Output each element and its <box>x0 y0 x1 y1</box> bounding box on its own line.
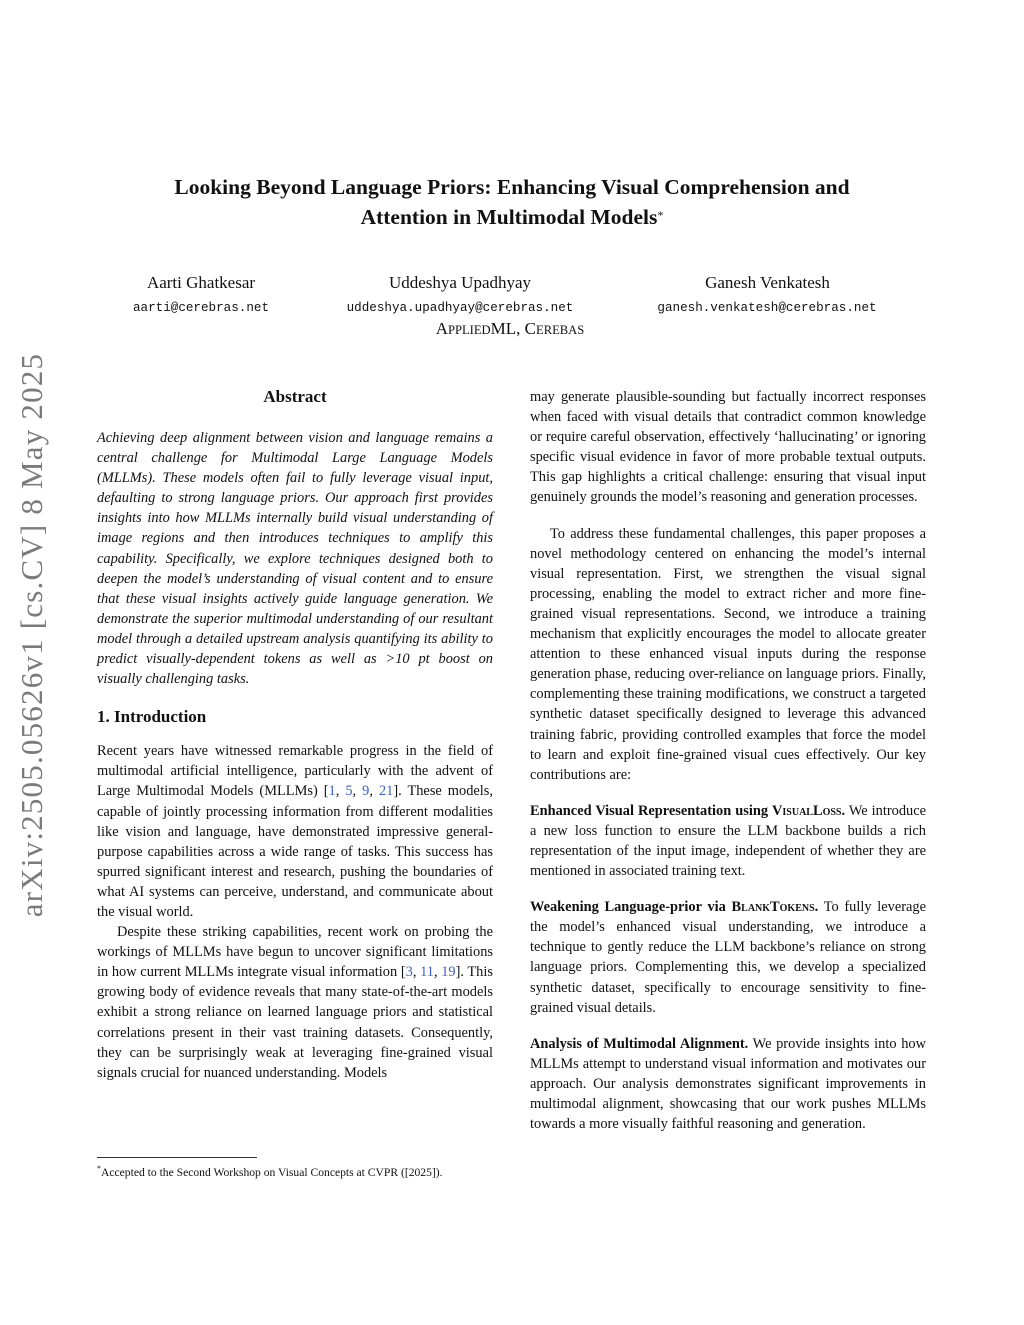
paper-title <box>96 172 928 232</box>
citation-link[interactable]: 9 <box>362 783 370 800</box>
citation-link[interactable]: 3 <box>405 964 413 981</box>
title-line-1: Looking Beyond Language Priors: Enhancing Visual Comprehension and <box>174 175 850 199</box>
title-line-2: Attention in Multimodal Models <box>360 205 658 229</box>
author-1-email: aarti@cerebras.net <box>132 301 270 315</box>
author-2-name: Uddeshya Upadhyay <box>388 273 532 292</box>
citation-link[interactable]: 21 <box>378 783 394 800</box>
citation-link[interactable]: 1 <box>328 783 336 800</box>
right-column <box>530 387 926 1134</box>
arxiv-identifier: arXiv:2505.05626v1 [cs.CV] 8 May 2025 <box>14 352 49 918</box>
author-3-email: ganesh.venkatesh@cerebras.net <box>657 301 877 315</box>
intro-paragraph-3: may generate plausible-sounding but factually incorrect responses when faced with visual details that contradict common knowledge or require careful observation, effectively ‘hallucinating’ or ignoring specific visual evidence in favor of more probable textual outputs. This gap highlights a critical challenge: ensuring that visual input genuinely grounds the model’s reasoning and generation processes. <box>530 389 926 506</box>
footnote: *Accepted to the Second Workshop on Visual Concepts at CVPR ([2025]). <box>97 1164 443 1179</box>
citation-link[interactable]: 5 <box>345 783 353 800</box>
contribution-1: Enhanced Visual Representation using VisualLoss. We introduce a new loss function to ensure the LLM backbone builds a rich representation of the input image, independent of whether they are mentioned in associated training text. <box>530 802 926 880</box>
footnote-rule <box>97 1157 257 1158</box>
citation-link[interactable]: 11 <box>420 964 434 981</box>
abstract-text: Achieving deep alignment between vision and language remains a central challenge for Multimodal Large Language Models (MLLMs). These models often fail to fully leverage visual input, defaulting to strong language priors. Our approach first provides insights into how MLLMs internally build visual understanding of image regions and then introduces techniques to amplify this capability. Specifically, we explore techniques designed both to deepen the model’s understanding of visual content and to ensure that these visual insights actively guide language generation. We demonstrate the superior multimodal understanding of our resultant model through a detailed upstream analysis quantifying its ability to predict visually-dependent tokens as well as >10 pt boost on visually challenging tasks. <box>97 430 493 688</box>
intro-paragraph-1: Recent years have witnessed remarkable progress in the field of multimodal artificial intelligence, particularly with the advent of Large Multimodal Models (MLLMs) [1, 5, 9, 21]. These models, capable of jointly processing information from different modalities like vision and language, have demonstrated impressive general-purpose capabilities across a wide range of tasks. This success has spurred significant interest and research, pushing the boundaries of what AI systems can perceive, understand, and communicate about the visual world. <box>97 743 493 920</box>
affiliation: APPLIEDML, CEREBAS <box>435 319 585 338</box>
intro-paragraph-4: To address these fundamental challenges, this paper proposes a novel methodology centered on enhancing the model’s internal visual representation. First, we strengthen the visual signal processing, enabling the model to extract richer and more fine-grained visual representations. Second, we introduce a training mechanism that explicitly encourages the model to allocate greater attention to these enhanced visual inputs during the response generation phase, reducing over-reliance on language priors. Finally, complementing these training modifications, we construct a targeted synthetic dataset specifically designed to leverage this advanced training fabric, providing controlled examples that force the model to learn and exploit fine-grained visual cues effectively. Our key contributions are: <box>530 525 926 783</box>
title-footnote-marker: * <box>657 208 664 222</box>
abstract-heading: Abstract <box>263 387 327 406</box>
intro-paragraph-2: Despite these striking capabilities, recent work on probing the workings of MLLMs have begun to uncover significant limitations in how current MLLMs integrate visual information [3, 11, 19]. This growing body of evidence reveals that many state-of-the-art models exhibit a strong reliance on learned language priors and statistical correlations present in their vast training datasets. Consequently, they can be surprisingly weak at leveraging fine-grained visual signals crucial for nuanced understanding. Models <box>97 924 493 1081</box>
author-3-name: Ganesh Venkatesh <box>705 273 830 292</box>
author-1-name: Aarti Ghatkesar <box>146 273 256 292</box>
citation-link[interactable]: 19 <box>441 964 456 981</box>
author-2-email: uddeshya.upadhyay@cerebras.net <box>346 301 574 315</box>
contribution-2: Weakening Language-prior via BlankTokens. To fully leverage the model’s enhanced visual understanding, we introduce a technique to gently reduce the LLM backbone’s reliance on strong language priors. Complementing this, we develop a specialized synthetic dataset, specifically to encourage sensitivity to fine-grained visual details. <box>530 899 926 1016</box>
contribution-3: Analysis of Multimodal Alignment. We provide insights into how MLLMs attempt to understand visual information and motivates our approach. Our analysis demonstrates significant improvements in multimodal alignment, showcasing that our work pushes MLLMs towards a more visually faithful reasoning and generation. <box>530 1035 926 1133</box>
left-column <box>97 386 493 1083</box>
section-heading-introduction: 1. Introduction <box>97 707 207 727</box>
